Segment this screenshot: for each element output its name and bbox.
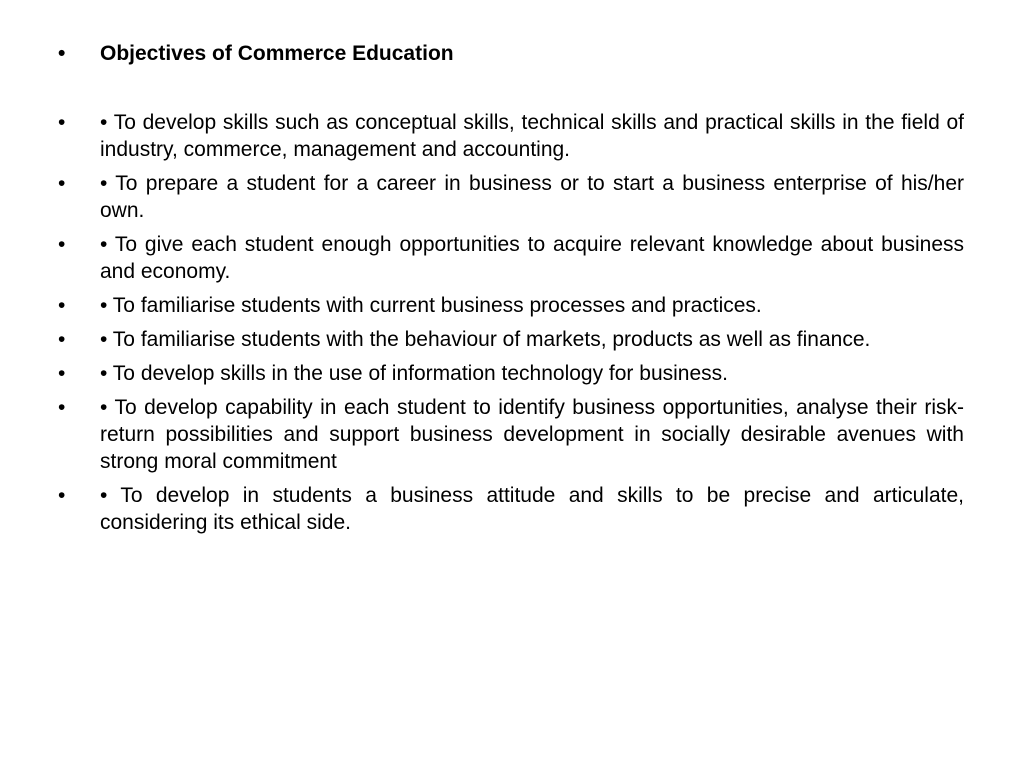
title-item (58, 40, 964, 67)
list-item (58, 231, 964, 285)
list-item-text: • To prepare a student for a career in business or to start a business enterprise of his/her own. (100, 172, 964, 222)
list-item-text: • To develop skills in the use of information technology for business. (100, 362, 728, 385)
list-item-text: • To develop in students a business attitude and skills to be precise and articulate, considering its ethical side. (100, 484, 964, 534)
list-item-text: • To familiarise students with the behaviour of markets, products as well as finance. (100, 328, 871, 351)
objectives-list (58, 40, 964, 543)
list-item-text: • To develop skills such as conceptual skills, technical skills and practical skills in the field of industry, commerce, management and accounting. (100, 111, 964, 161)
list-item (58, 109, 964, 163)
bullet-icon: • (58, 484, 66, 507)
bullet-icon: • (58, 172, 66, 195)
bullet-icon: • (58, 294, 66, 317)
bullet-icon: • (58, 42, 66, 65)
bullet-icon: • (58, 111, 66, 134)
list-item (58, 360, 964, 387)
bullet-icon: • (58, 396, 66, 419)
list-item (58, 326, 964, 353)
slide-title: Objectives of Commerce Education (100, 42, 454, 65)
list-item (58, 170, 964, 224)
list-item-text: • To give each student enough opportunities to acquire relevant knowledge about business and economy. (100, 233, 964, 283)
list-item (58, 394, 964, 475)
bullet-icon: • (58, 328, 66, 351)
list-item (58, 482, 964, 536)
bullet-icon: • (58, 362, 66, 385)
list-item-text: • To familiarise students with current business processes and practices. (100, 294, 762, 317)
list-item (58, 292, 964, 319)
bullet-icon: • (58, 233, 66, 256)
list-item-text: • To develop capability in each student to identify business opportunities, analyse their risk-return possibilities and support business development in socially desirable avenues with strong moral commitment (100, 396, 964, 473)
